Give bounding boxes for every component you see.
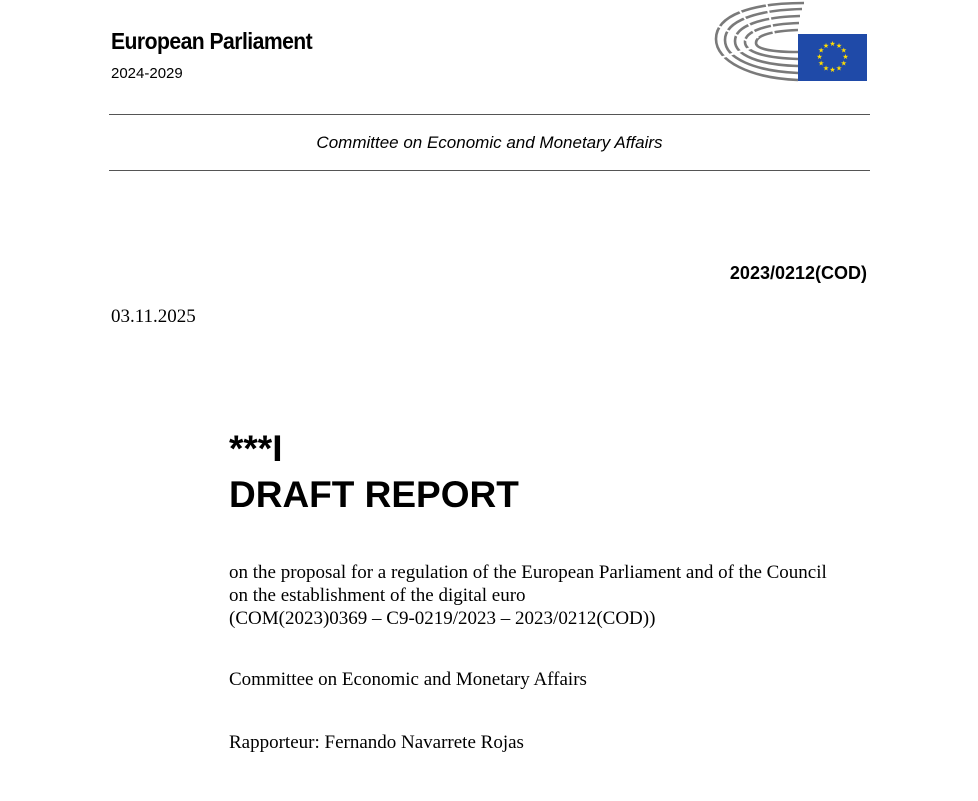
- proposal-line: on the proposal for a regulation of the European Parliament and of the Council: [229, 562, 827, 583]
- document-date: 03.11.2025: [111, 306, 196, 327]
- parliamentary-term: 2024-2029: [111, 65, 183, 82]
- procedure-marker: ***I: [229, 428, 283, 469]
- hemicycle-icon: [716, 3, 804, 80]
- header-divider-top: [109, 114, 870, 115]
- svg-text:★: ★: [818, 59, 825, 68]
- proposal-description: [229, 561, 827, 630]
- svg-text:★: ★: [818, 46, 825, 55]
- svg-text:★: ★: [835, 64, 843, 73]
- svg-text:★: ★: [835, 41, 843, 50]
- proposal-line: on the establishment of the digital euro: [229, 585, 526, 606]
- committee-heading: Committee on Economic and Monetary Affairs: [316, 133, 663, 152]
- document-type-title: DRAFT REPORT: [229, 474, 519, 515]
- svg-text:★: ★: [829, 66, 836, 75]
- svg-text:★: ★: [840, 46, 847, 55]
- svg-text:★: ★: [840, 59, 847, 68]
- european-parliament-logo-icon: [712, 0, 870, 84]
- proposal-reference-line: (COM(2023)0369 – C9-0219/2023 – 2023/0212(COD)): [229, 608, 656, 629]
- svg-text:★: ★: [816, 53, 823, 62]
- institution-title: European Parliament: [111, 28, 313, 54]
- svg-text:★: ★: [842, 53, 849, 62]
- procedure-reference: 2023/0212(COD): [729, 263, 867, 283]
- svg-text:★: ★: [822, 64, 830, 73]
- svg-text:★: ★: [822, 41, 830, 50]
- header-divider-bottom: [109, 170, 870, 171]
- svg-text:★: ★: [829, 40, 836, 49]
- rapporteur: Rapporteur: Fernando Navarrete Rojas: [229, 732, 524, 753]
- committee-responsible: Committee on Economic and Monetary Affairs: [229, 669, 587, 690]
